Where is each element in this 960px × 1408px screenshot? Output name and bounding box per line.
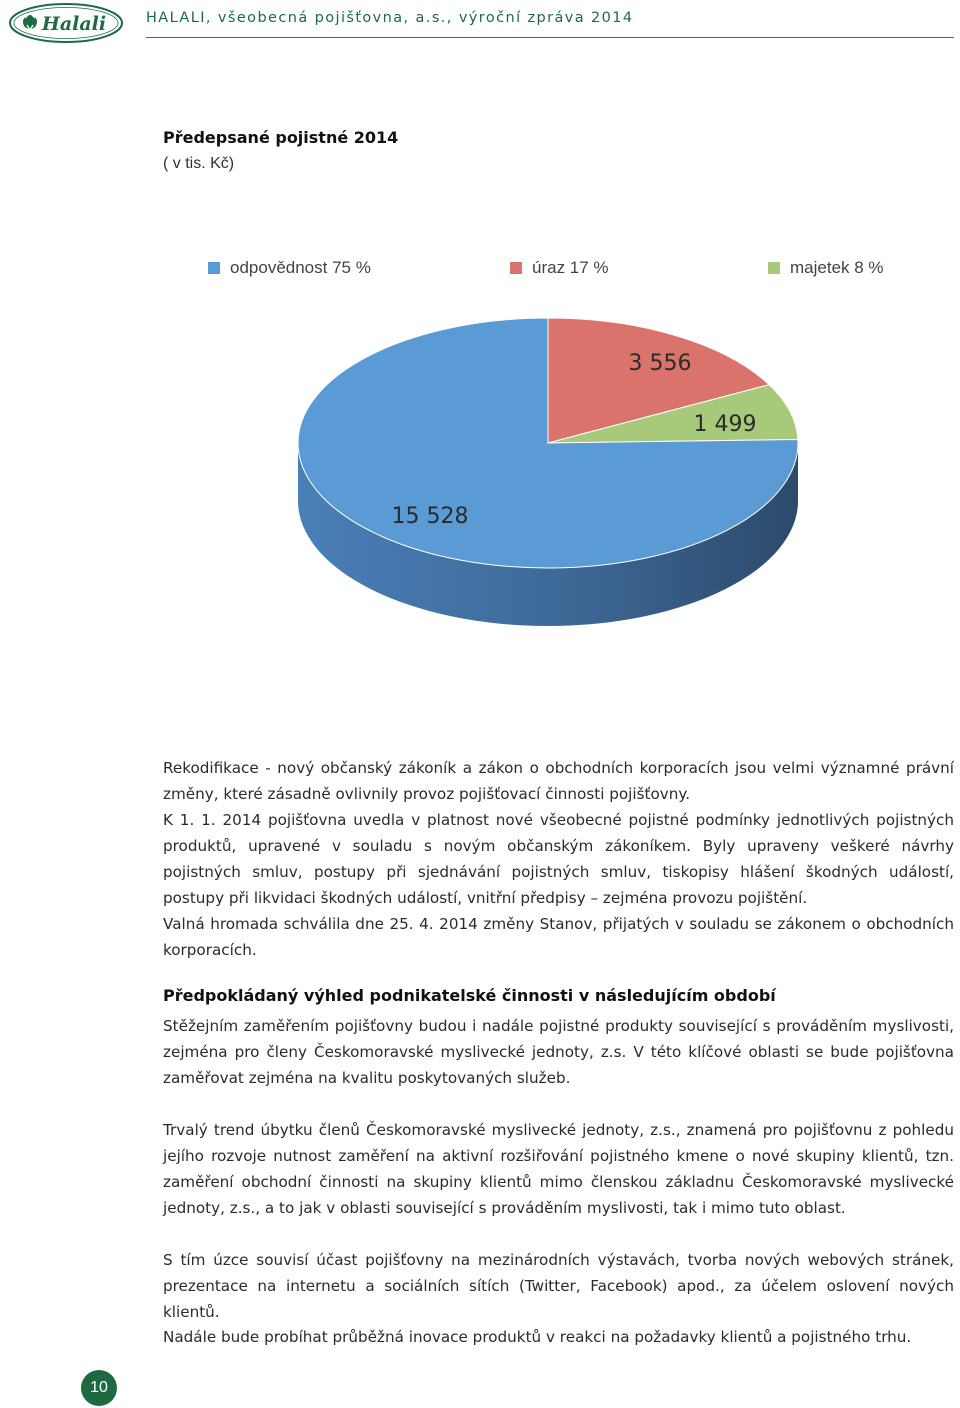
header-rule xyxy=(146,37,954,38)
paragraph: Valná hromada schválila dne 25. 4. 2014 změny Stanov, přijatých v souladu se zákonem o obchodních korporacích. xyxy=(163,915,954,959)
legend-swatch xyxy=(510,262,522,274)
legend-swatch xyxy=(768,262,780,274)
legend-label: odpovědnost 75 % xyxy=(230,258,371,277)
paragraph: S tím úzce souvisí účast pojišťovny na mezinárodních výstavách, tvorba nových webových stránek, prezentace na internetu a sociálních sítích (Twitter, Facebook) apod., za účelem oslovení nových klientů. xyxy=(163,1251,954,1321)
page-header xyxy=(0,0,960,48)
chart-title: Předepsané pojistné 2014 xyxy=(163,128,399,147)
legend-label: úraz 17 % xyxy=(532,258,609,277)
paragraph: Stěžejním zaměřením pojišťovny budou i nadále pojistné produkty související s prováděním myslivosti, zejména pro členy Českomoravské myslivecké jednoty, z.s. V této klíčové oblasti se bude pojišťovna zaměřovat zejména na kvalitu poskytovaných služeb. xyxy=(163,1017,954,1087)
pie-data-label: 3 556 xyxy=(628,351,692,376)
legend-item-odpovednost xyxy=(208,258,371,278)
legend-item-majetek xyxy=(768,258,884,278)
logo-text: Halali xyxy=(41,13,107,35)
paragraph: Nadále bude probíhat průběžná inovace produktů v reakci na požadavky klientů a pojistného trhu. xyxy=(163,1328,912,1346)
outlook-text-3 xyxy=(163,1247,954,1325)
paragraph: Trvalý trend úbytku členů Českomoravské myslivecké jednoty, z.s., znamená pro pojišťovnu z pohledu jejího rozvoje nutnost zaměření na aktivní rozšiřování pojistného kmene o nové skupiny klientů, tzn. zaměření obchodní činnosti na skupiny klientů mimo členskou základnu Českomoravské myslivecké jednoty, z.s., a to jak v oblasti související s prováděním myslivosti, tak i mimo tuto oblast. xyxy=(163,1121,954,1217)
legend-item-uraz xyxy=(510,258,609,278)
legend-swatch xyxy=(208,262,220,274)
halali-logo xyxy=(8,2,124,44)
section-heading: Předpokládaný výhled podnikatelské činnosti v následujícím období xyxy=(163,986,776,1005)
chart-subtitle: ( v tis. Kč) xyxy=(163,155,235,172)
chart-legend xyxy=(0,258,960,282)
paragraph: Rekodifikace - nový občanský zákoník a zákon o obchodních korporacích jsou velmi významné právní změny, které zásadně ovlivnily provoz pojišťovací činnosti pojišťovny. xyxy=(163,759,954,803)
paragraph: K 1. 1. 2014 pojišťovna uvedla v platnost nové všeobecné pojistné podmínky jednotlivých pojistných produktů, upravené v souladu s novým občanským zákoníkem. Byly upraveny veškeré návrhy pojistných smluv, postupy při sjednávání pojistných smluv, tiskopisy hlášení škodných událostí, postupy při likvidaci škodných událostí, vnitřní předpisy – zejména provozu pojištění. xyxy=(163,811,954,907)
outlook-text-2 xyxy=(163,1117,954,1221)
pie-chart xyxy=(280,305,820,635)
outlook-text-4 xyxy=(163,1324,954,1350)
legend-label: majetek 8 % xyxy=(790,258,884,277)
page-number: 10 xyxy=(81,1370,117,1406)
outlook-text-1 xyxy=(163,1013,954,1091)
intro-text xyxy=(163,755,954,963)
header-title: HALALI, všeobecná pojišťovna, a.s., výroční zpráva 2014 xyxy=(146,10,634,26)
pie-data-label: 15 528 xyxy=(391,504,469,529)
pie-data-label: 1 499 xyxy=(693,412,757,437)
